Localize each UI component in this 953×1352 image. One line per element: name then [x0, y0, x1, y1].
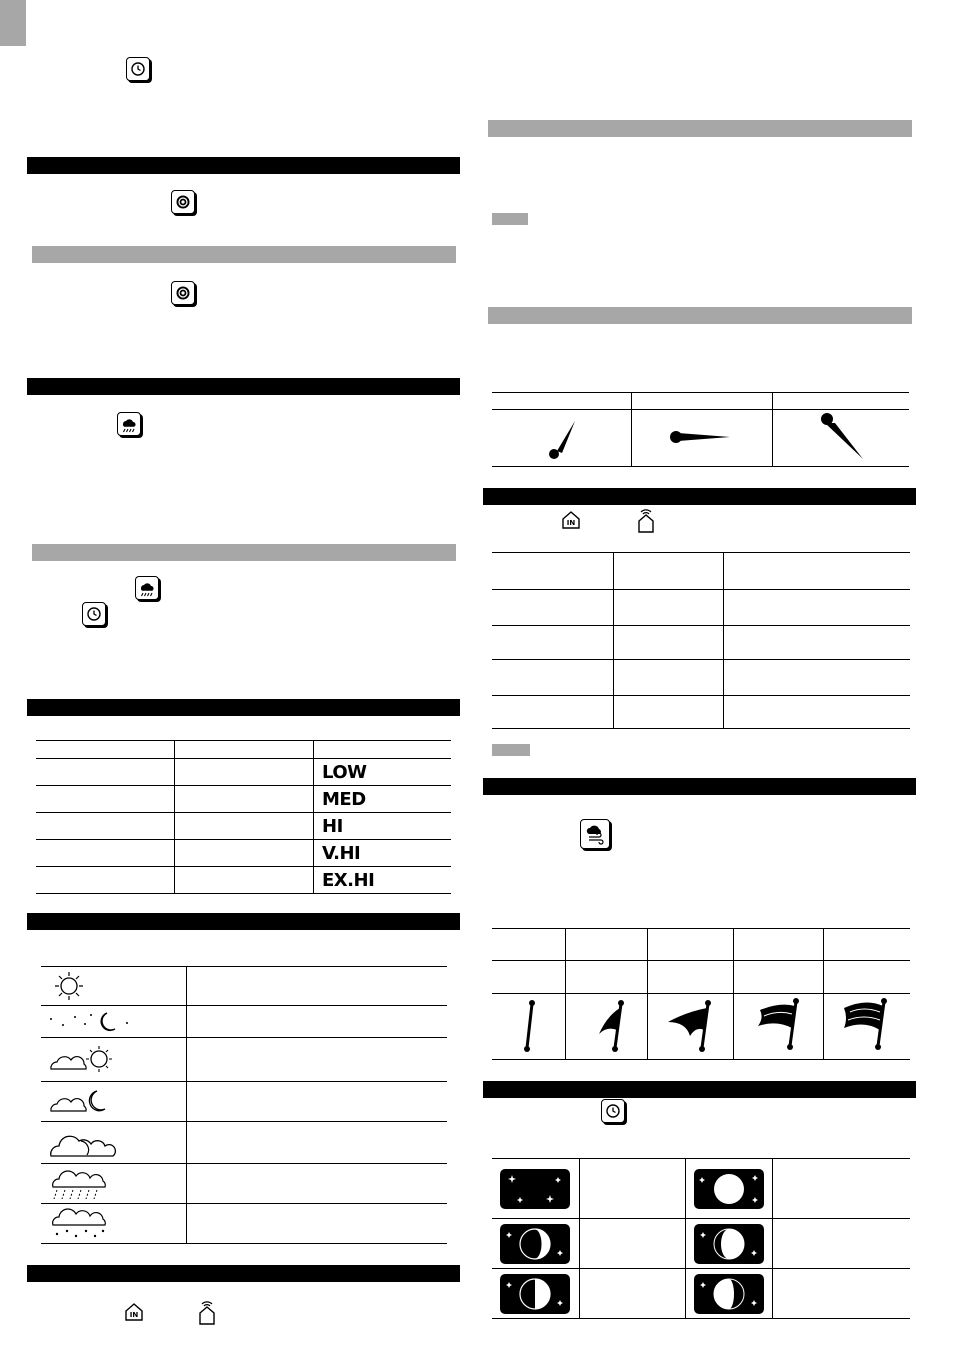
rainy-icon	[47, 1167, 127, 1201]
section-header-bar	[27, 699, 460, 716]
uv-level-hi: HI	[314, 813, 452, 840]
clear-night-icon	[47, 1009, 137, 1035]
uv-sensor-icon	[172, 191, 194, 213]
snowy-icon	[47, 1207, 127, 1241]
uv-level-table	[36, 740, 451, 894]
subsection-header-bar	[488, 307, 912, 324]
flag-light-icon	[577, 994, 637, 1054]
section-header-bar	[483, 1081, 916, 1098]
section-header-bar	[27, 378, 460, 395]
falling-arrow-icon	[811, 411, 871, 461]
wind-button	[580, 819, 610, 849]
clock-button	[126, 57, 150, 81]
uv-level-low: LOW	[314, 759, 452, 786]
gibbous-moon-icon	[694, 1224, 764, 1264]
clock-icon	[127, 58, 149, 80]
clock-button-2	[82, 602, 106, 626]
full-moon-icon	[694, 1169, 764, 1209]
section-header-bar	[27, 913, 460, 930]
flag-moderate-icon	[656, 994, 726, 1054]
flag-strong-icon	[744, 994, 814, 1054]
uv-level-vhi: V.HI	[314, 840, 452, 867]
section-header-bar	[27, 157, 460, 174]
subsection-header-bar	[32, 544, 456, 561]
comfort-level-table	[492, 552, 910, 729]
rain-icon	[136, 577, 158, 599]
waning-gibbous-icon	[694, 1274, 764, 1314]
section-header-bar	[27, 1265, 460, 1282]
note-label-bar	[492, 213, 528, 225]
rain-button	[117, 412, 141, 436]
crescent-moon-icon	[500, 1224, 570, 1264]
section-header-bar	[483, 488, 916, 505]
steady-arrow-icon	[662, 411, 742, 461]
flag-calm-icon	[499, 994, 559, 1054]
uv-button	[171, 190, 195, 214]
note-label-bar	[492, 744, 530, 756]
flag-storm-icon	[832, 994, 902, 1054]
remote-home-icon	[634, 506, 658, 534]
partly-cloudy-night-icon	[47, 1087, 117, 1117]
new-moon-icon	[500, 1169, 570, 1209]
indoor-home-icon	[559, 508, 583, 532]
uv-level-exhi: EX.HI	[314, 867, 452, 894]
subsection-header-bar	[32, 246, 456, 263]
partly-cloudy-day-icon	[47, 1043, 127, 1077]
clock-button-3	[601, 1099, 625, 1123]
uv-level-med: MED	[314, 786, 452, 813]
subsection-header-bar	[488, 120, 912, 137]
pressure-trend-table	[492, 392, 909, 467]
rain-button-2	[135, 576, 159, 600]
rain-icon	[118, 413, 140, 435]
wind-icon	[581, 820, 609, 848]
cloudy-icon	[47, 1126, 127, 1160]
uv-button-2	[171, 281, 195, 305]
sunny-icon	[49, 970, 89, 1002]
wind-speed-table	[492, 928, 910, 1060]
svg-text:IN: IN	[566, 519, 576, 527]
half-moon-icon	[500, 1274, 570, 1314]
moon-phase-table	[492, 1158, 910, 1319]
clock-icon	[602, 1100, 624, 1122]
clock-icon	[83, 603, 105, 625]
uv-sensor-icon	[172, 282, 194, 304]
remote-home-icon	[195, 1298, 219, 1326]
rising-arrow-icon	[532, 411, 592, 461]
svg-text:IN: IN	[129, 1311, 139, 1319]
page-corner-tab	[0, 0, 26, 46]
section-header-bar	[483, 778, 916, 795]
weather-icon-table	[41, 966, 447, 1244]
indoor-home-icon	[122, 1300, 146, 1324]
